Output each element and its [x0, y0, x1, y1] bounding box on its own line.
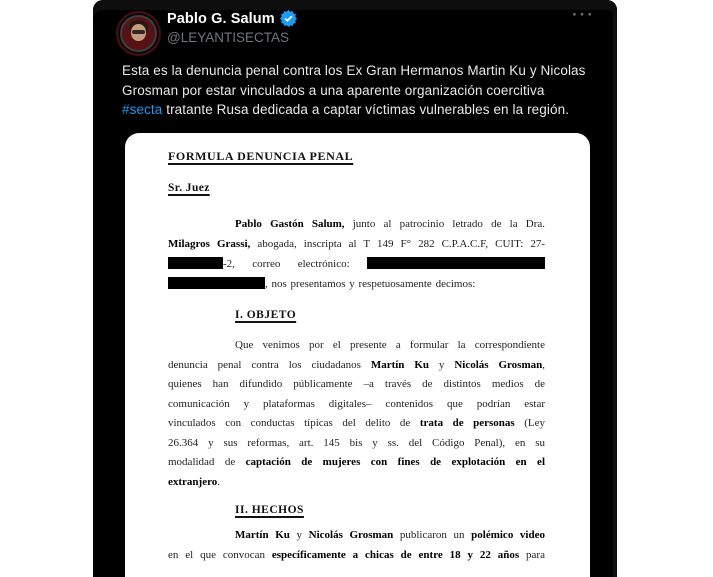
redaction-bar	[168, 257, 223, 269]
tweet-card	[93, 0, 617, 577]
doc-title: FORMULA DENUNCIA PENAL	[168, 149, 354, 163]
redaction-bar	[367, 257, 545, 269]
doc-text-line: comunicación y plataformas digitales– contenidos que podrían estar	[168, 397, 545, 410]
verified-badge-icon	[280, 10, 297, 27]
author-handle[interactable]: @LEYANTISECTAS	[167, 30, 289, 45]
doc-text-line: quienes han difundido públicamente –a través de distintos medios de	[168, 378, 545, 390]
doc-paragraph-intro	[168, 214, 545, 294]
avatar-logo	[122, 17, 155, 50]
avatar-glasses	[132, 30, 145, 34]
author-name[interactable]: Pablo G. Salum	[167, 10, 275, 27]
doc-text-line: extranjero.	[168, 475, 221, 488]
doc-text-line: -2, correo electrónico:	[168, 254, 545, 274]
tweet-text: Esta es la denuncia penal contra los Ex Gran Hermanos Martin Ku y Nicolas Grosman por estar vinculados a una aparente organización coercitiva #secta tratante Rusa dedicada a captar víctimas vulnerables en la región.	[122, 63, 586, 117]
doc-text-line: , nos presentamos y respetuosamente decimos:	[168, 274, 545, 294]
doc-text-line: en el que convocan específicamente a chicas de entre 18 y 22 años para	[168, 548, 545, 561]
doc-text-line: denuncia penal contra los ciudadanos Martín Ku y Nicolás Grosman,	[168, 358, 545, 371]
document-image[interactable]	[125, 133, 590, 577]
doc-heading-hechos: II. HECHOS	[235, 504, 304, 516]
doc-text-line: vinculados con conductas típicas del delito de trata de personas (Ley	[168, 417, 546, 429]
doc-paragraph-objeto	[168, 336, 545, 492]
doc-paragraph-hechos	[168, 526, 545, 565]
hashtag-link[interactable]: #secta	[122, 102, 163, 117]
doc-text-line: Milagros Grassi, abogada, inscripta al T 149 F° 282 C.P.A.C.F, CUIT: 27-	[168, 238, 545, 250]
doc-heading-objeto: I. OBJETO	[235, 309, 297, 321]
author-block	[167, 10, 297, 45]
doc-text-line: modalidad de captación de mujeres con fines de explotación en el	[168, 456, 545, 468]
doc-text-line: 26.364 y sus reformas, art. 145 bis y ss. del Código Penal), en su	[168, 436, 545, 449]
more-icon[interactable]: ···	[572, 5, 595, 24]
redaction-bar	[168, 277, 265, 289]
doc-text-line: Que venimos por el presente a formular la correspondiente	[235, 339, 545, 351]
doc-addressee: Sr. Juez	[168, 182, 210, 194]
avatar[interactable]	[116, 11, 161, 56]
doc-text-line: Martín Ku y Nicolás Grosman publicaron un polémico video	[235, 529, 545, 541]
doc-text-line: Pablo Gastón Salum, junto al patrocinio letrado de la Dra.	[235, 218, 546, 230]
